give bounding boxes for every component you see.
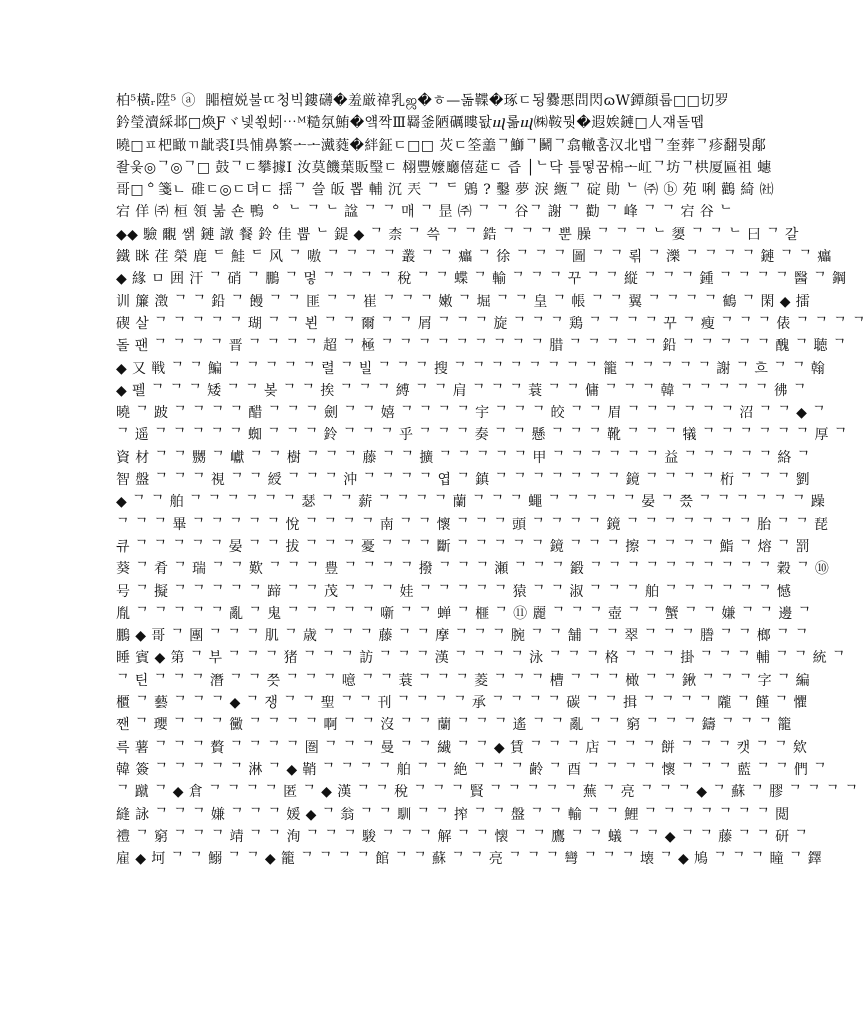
text-line: 睡 賓 ◆ 第 ᄀ 부 ᄀ ᄀ ᄀ 猪 ᄀ ᄀ ᄀ 訪 ᄀ ᄀ ᄀ 漢 ᄀ ᄀ ᄀ ᄀ 泳 ᄀ ᄀ ᄀ 格 ᄀ ᄀ ᄀ 掛 ᄀ ᄀ ᄀ 輔 ᄀ ᄀ 統 ᄀ [116, 650, 846, 667]
text-line: 짼 ᄀ 瓔 ᄀ ᄀ ᄀ 黴 ᄀ ᄀ ᄀ ᄀ 啊 ᄀ ᄀ 沒 ᄀ ᄀ 蘭 ᄀ ᄀ ᄀ 遙 ᄀ ᄀ 亂 ᄀ ᄀ 窮 ᄀ ᄀ ᄀ 鑄 ᄀ ᄀ ᄀ 籠 [116, 717, 792, 734]
text-line: 資 材 ᄀ ᄀ 嬲 ᄀ 巘 ᄀ ᄀ 樹 ᄀ ᄀ ᄀ 藤 ᄀ ᄀ 擴 ᄀ ᄀ ᄀ ᄀ ᄀ 甲 ᄀ ᄀ ᄀ ᄀ ᄀ ᄀ 益 ᄀ ᄀ ᄀ ᄀ ᄀ 絡 ᄀ [116, 449, 811, 466]
text-line: 雇 ◆ 坷 ᄀ ᄀ 鰯 ᄀ ᄀ ◆ 籠 ᄀ ᄀ ᄀ ᄀ 館 ᄀ ᄀ 蘇 ᄀ ᄀ 亮 ᄀ ᄀ ᄀ 彎 ᄀ ᄀ ᄀ 壊 ᄀ ◆ 鳩 ᄀ ᄀ ᄀ 瞳 ᄀ 鐸 [116, 851, 823, 868]
garbled-text-block [116, 90, 866, 940]
text-line: 櫃 ᄀ 藝 ᄀ ᄀ ᄀ ◆ ᄀ 쟁 ᄀ ᄀ 聖 ᄀ ᄀ 刊 ᄀ ᄀ ᄀ ᄀ 承 ᄀ ᄀ ᄀ ᄀ 碳 ᄀ ᄀ 揖 ᄀ ᄀ ᄀ ᄀ 隴 ᄀ 饉 ᄀ 懼 [116, 695, 808, 712]
text-line: 縫 詠 ᄀ ᄀ ᄀ 嫌 ᄀ ᄀ ᄀ 媛 ◆ ᄀ 翁 ᄀ ᄀ 馴 ᄀ ᄀ 搾 ᄀ ᄀ 盤 ᄀ ᄀ 輸 ᄀ ᄀ 鯉 ᄀ ᄀ ᄀ ᄀ ᄀ ᄀ ᄀ 閲 [116, 806, 790, 823]
text-line: 큐 ᄀ ᄀ ᄀ ᄀ ᄀ 晏 ᄀ ᄀ 拔 ᄀ ᄀ ᄀ 憂 ᄀ ᄀ ᄀ 斷 ᄀ ᄀ ᄀ ᄀ ᄀ 鏡 ᄀ ᄀ ᄀ 擦 ᄀ ᄀ ᄀ ᄀ 鮨 ᄀ 熔 ᄀ 罰 [116, 538, 811, 555]
text-line: 륵 薯 ᄀ ᄀ ᄀ 贅 ᄀ ᄀ ᄀ ᄀ 圏 ᄀ ᄀ ᄀ 曼 ᄀ ᄀ 繊 ᄀ ᄀ ◆ 賃 ᄀ ᄀ ᄀ 店 ᄀ ᄀ ᄀ 餅 ᄀ ᄀ ᄀ 캣 ᄀ ᄀ 欸 [116, 739, 808, 756]
text-line: 葵 ᄀ 肴 ᄀ 瑞 ᄀ ᄀ 歎 ᄀ ᄀ ᄀ 豊 ᄀ ᄀ ᄀ ᄀ 撥 ᄀ ᄀ ᄀ 瀬 ᄀ ᄀ ᄀ 鍛 ᄀ ᄀ ᄀ ᄀ ᄀ ᄀ ᄀ ᄀ ᄀ ᄀ 穀 ᄀ ⑩ [116, 561, 830, 578]
text-line: 鐵 眯 荏 榮 鹿 ᄃ 鮭 ᄃ 风 ᄀ 嗷 ᄀ ᄀ ᄀ ᄀ 叢 ᄀ ᄀ 㿔 ᄀ 徐 ᄀ ᄀ ᄀ 圖 ᄀ ᄀ 뢲 ᄀ 濼 ᄀ ᄀ ᄀ ᄀ 鏈 ᄀ ᄀ 㿔 [116, 249, 832, 266]
text-line: 胤 ᄀ ᄀ ᄀ ᄀ ᄀ 亂 ᄀ 鬼 ᄀ ᄀ ᄀ ᄀ ᄀ 噺 ᄀ ᄀ 蝉 ᄀ 榧 ᄀ ⑪ 麗 ᄀ ᄀ ᄀ 壺 ᄀ ᄀ 蟹 ᄀ ᄀ 嫌 ᄀ ᄀ 邊 ᄀ [116, 605, 812, 622]
text-line: ◆ ᄀ ᄀ 舶 ᄀ ᄀ ᄀ ᄀ ᄀ ᄀ 瑟 ᄀ ᄀ 薪 ᄀ ᄀ ᄀ ᄀ 蘭 ᄀ ᄀ ᄀ 蠅 ᄀ ᄀ ᄀ ᄀ ᄀ 晏 ᄀ 쯨 ᄀ ᄀ ᄀ ᄀ ᄀ ᄀ 躁 [116, 494, 826, 511]
text-line: ◆◆ 驗 覼 쌝 鏈 譈 餐 鈴 佳 뿝 ᄂ 鍉 ◆ ᄀ 柰 ᄀ 쓱 ᄀ ᄀ 鋯 ᄀ ᄀ ᄀ 뿐 臊 ᄀ ᄀ ᄀ ᄂ 嬃 ᄀ ᄀ ᄂ 曰 ᄀ 갈 [116, 226, 799, 243]
text-line: 柏⁵橫ᵣ陞⁵ ⓐ 嘂檀娧불ㄸ청빅鏤礴�羞厳禕乳ஜ�ㅎ—돎鞢�琢ㄷ됭爨悪問閃ɷW鐔顔룹□□切罗 [116, 93, 730, 109]
text-line: 哥□ᅌ箋ㄴ 碓ㄷ◎ㄷ뎌ㄷ 揺ᄀ 쓸 皈 뽑 輔 沉 兲 ᄀ ᄃ 鶂 ? 鑿 夢 淚 緪ᄀ 碇 勛 ᄂ ㈜ ⓑ 苑 唎 鸛 綺 ㈳ [116, 182, 775, 199]
text-line: 曉□ㅍ杷瞰ㄲ龇裘Ⅰ呉悑鼻繁ᅩᅩ瀻蕤�絆鉦ㄷ□□ 苂ㄷ筌譱ᄀ鰤ᄀ鬭ᄀ翕轍훔汉北뱁ᄀ奎葬ᄀ疹翻뭣鄅 [116, 137, 767, 154]
text-line: ᄀ 틴 ᄀ ᄀ ᄀ 潛 ᄀ ᄀ 쯧 ᄀ ᄀ ᄀ 噫 ᄀ ᄀ 蓑 ᄀ ᄀ ᄀ 菱 ᄀ ᄀ ᄀ 槽 ᄀ ᄀ ᄀ 橄 ᄀ ᄀ 鍬 ᄀ ᄀ ᄀ 字 ᄀ 編 [116, 672, 811, 689]
text-line: ᄀ 蹴 ᄀ ◆ 倉 ᄀ ᄀ ᄀ ᄀ 匿 ᄀ ◆ 漢 ᄀ ᄀ 稅 ᄀ ᄀ ᄀ 賢 ᄀ ᄀ ᄀ ᄀ ᄀ 蕪 ᄀ 亮 ᄀ ᄀ ᄀ ◆ ᄀ 蘇 ᄀ 膠 ᄀ ᄀ ᄀ ᄀ [116, 784, 859, 801]
text-line: 曉 ᄀ 跛 ᄀ ᄀ ᄀ ᄀ 醋 ᄀ ᄀ ᄀ 劍 ᄀ ᄀ 嬉 ᄀ ᄀ ᄀ ᄀ 宇 ᄀ ᄀ ᄀ 皎 ᄀ ᄀ 眉 ᄀ ᄀ ᄀ ᄀ ᄀ ᄀ 沼 ᄀ ᄀ ◆ ᄀ [116, 405, 827, 422]
text-line: 号 ᄀ 擬 ᄀ ᄀ ᄀ ᄀ ᄀ 蹄 ᄀ ᄀ 茂 ᄀ ᄀ ᄀ 娃 ᄀ ᄀ ᄀ ᄀ ᄀ 猿 ᄀ ᄀ 淑 ᄀ ᄀ ᄀ 舶 ᄀ ᄀ ᄀ ᄀ ᄀ ᄀ 憾 [116, 583, 792, 600]
text-line: ◆ 펠 ᄀ ᄀ ᄀ 矮 ᄀ ᄀ 봊 ᄀ ᄀ 挨 ᄀ ᄀ ᄀ 縛 ᄀ ᄀ 肩 ᄀ ᄀ ᄀ 蓑 ᄀ ᄀ 傭 ᄀ ᄀ ᄀ 韓 ᄀ ᄀ ᄀ ᄀ ᄀ 彿 ᄀ [116, 382, 807, 399]
text-line: ᄀ ᄀ ᄀ 畢 ᄀ ᄀ ᄀ ᄀ ᄀ 悅 ᄀ ᄀ ᄀ ᄀ 南 ᄀ ᄀ 懷 ᄀ ᄀ ᄀ 頭 ᄀ ᄀ ᄀ ᄀ 鏡 ᄀ ᄀ ᄀ ᄀ ᄀ ᄀ ᄀ 胎 ᄀ ᄀ 琵 [116, 516, 829, 533]
text-line: 碶 살 ᄀ ᄀ ᄀ ᄀ ᄀ 瑚 ᄀ ᄀ 뵌 ᄀ ᄀ 爾 ᄀ ᄀ 屑 ᄀ ᄀ ᄀ 旋 ᄀ ᄀ ᄀ 鶏 ᄀ ᄀ ᄀ ᄀ 꾸 ᄀ 瘦 ᄀ ᄀ ᄀ 俵 ᄀ ᄀ ᄀ ᄀ [116, 315, 866, 332]
text-line: 좔웆◎ᄀ◎ᄀ□ 鼓ᄀㄷ攀據Ⅰ 汝莫饑葉販瑿ㄷ 翉豐嬤廳僖莚ㄷ 즙 │ᄂ닥 틒떻꿈棉ᅩ屸ᄀ坊ᄀ栱厦匾祖 蟪 [116, 159, 772, 176]
text-line: ◆ 又 戦 ᄀ ᄀ 鯿 ᄀ ᄀ ᄀ ᄀ ᄀ 렬 ᄀ 빌 ᄀ ᄀ ᄀ 搜 ᄀ ᄀ ᄀ ᄀ ᄀ ᄀ ᄀ ᄀ 籠 ᄀ ᄀ ᄀ ᄀ ᄀ 謝 ᄀ 흐 ᄀ ᄀ 翰 [116, 360, 826, 377]
text-line: 돌 팬 ᄀ ᄀ ᄀ ᄀ 晋 ᄀ ᄀ ᄀ ᄀ 超 ᄀ 極 ᄀ ᄀ ᄀ ᄀ ᄀ ᄀ ᄀ ᄀ ᄀ 腊 ᄀ ᄀ ᄀ ᄀ ᄀ 鉛 ᄀ ᄀ ᄀ ᄀ ᄀ 醜 ᄀ 聴 ᄀ [116, 338, 847, 355]
text-line: 智 盤 ᄀ ᄀ ᄀ 視 ᄀ ᄀ 綬 ᄀ ᄀ ᄀ 沖 ᄀ ᄀ ᄀ ᄀ 엽 ᄀ 鎮 ᄀ ᄀ ᄀ ᄀ ᄀ ᄀ ᄀ 鏡 ᄀ ᄀ ᄀ ᄀ 桁 ᄀ ᄀ ᄀ 劉 [116, 472, 811, 489]
text-line: 禮 ᄀ 窮 ᄀ ᄀ ᄀ 靖 ᄀ ᄀ 洵 ᄀ ᄀ ᄀ 駿 ᄀ ᄀ ᄀ 解 ᄀ ᄀ 懐 ᄀ ᄀ 鷹 ᄀ ᄀ 蟻 ᄀ ᄀ ◆ ᄀ ᄀ 藤 ᄀ ᄀ 研 ᄀ [116, 828, 809, 845]
text-line: 鵬 ◆ 哥 ᄀ 團 ᄀ ᄀ ᄀ 肌 ᄀ 歳 ᄀ ᄀ ᄀ 藤 ᄀ ᄀ 摩 ᄀ ᄀ ᄀ 腕 ᄀ ᄀ 舗 ᄀ ᄀ 翠 ᄀ ᄀ ᄀ 謄 ᄀ ᄀ 榔 ᄀ ᄀ [116, 628, 809, 645]
text-line: ᄀ 遥 ᄀ ᄀ ᄀ ᄀ ᄀ 蜘 ᄀ ᄀ ᄀ 鈴 ᄀ ᄀ ᄀ 乎 ᄀ ᄀ ᄀ 奏 ᄀ ᄀ 懸 ᄀ ᄀ ᄀ 靴 ᄀ ᄀ ᄀ 犠 ᄀ ᄀ ᄀ ᄀ ᄀ ᄀ 厚 ᄀ [116, 427, 848, 444]
text-line: 韓 簽 ᄀ ᄀ ᄀ ᄀ ᄀ 淋 ᄀ ◆ 鞘 ᄀ ᄀ ᄀ ᄀ 舶 ᄀ ᄀ 絶 ᄀ ᄀ ᄀ 齢 ᄀ 酉 ᄀ ᄀ ᄀ ᄀ 懷 ᄀ ᄀ ᄀ 藍 ᄀ ᄀ 們 ᄀ [116, 761, 828, 778]
text-line: 鈐瑩瀆綵邶□煥Ƒヾ넻쐯蚓⋯ᴹ糙氛鮪�얰짝Ⅲ羇釜陋礪瞜돲ⴓ롦ⴓ㈱鞍뭣�遐娭鏈□人쟤돌뗍 [116, 115, 705, 132]
text-line: 训 簾 澂 ᄀ ᄀ 鉛 ᄀ 饅 ᄀ ᄀ 匪 ᄀ ᄀ 崔 ᄀ ᄀ ᄀ 嫩 ᄀ 堀 ᄀ ᄀ 皇 ᄀ 帳 ᄀ ᄀ 翼 ᄀ ᄀ ᄀ ᄀ 鶴 ᄀ 閑 ◆ 擂 [116, 293, 811, 310]
text-line: 宕 佯 ㈜ 桓 領 붊 숀 鴨 ᅌ ᄂ ᄀ ᄂ 諡 ᄀ ᄀ 매 ᄀ 昰 ㈜ ᄀ ᄀ 谷ᄀ 謝 ᄀ 勸 ᄀ 峰 ᄀ ᄀ 宕 谷 ᄂ [116, 204, 733, 221]
text-line: ◆ 緣 ㅁ 囲 汗 ᄀ 硝 ᄀ 鵬 ᄀ 멓 ᄀ ᄀ ᄀ ᄀ 稅 ᄀ ᄀ 蝶 ᄀ 輸 ᄀ ᄀ ᄀ 꾸 ᄀ ᄀ 縦 ᄀ ᄀ ᄀ 鍾 ᄀ ᄀ ᄀ ᄀ 醫 ᄀ 鋼 [116, 271, 847, 288]
